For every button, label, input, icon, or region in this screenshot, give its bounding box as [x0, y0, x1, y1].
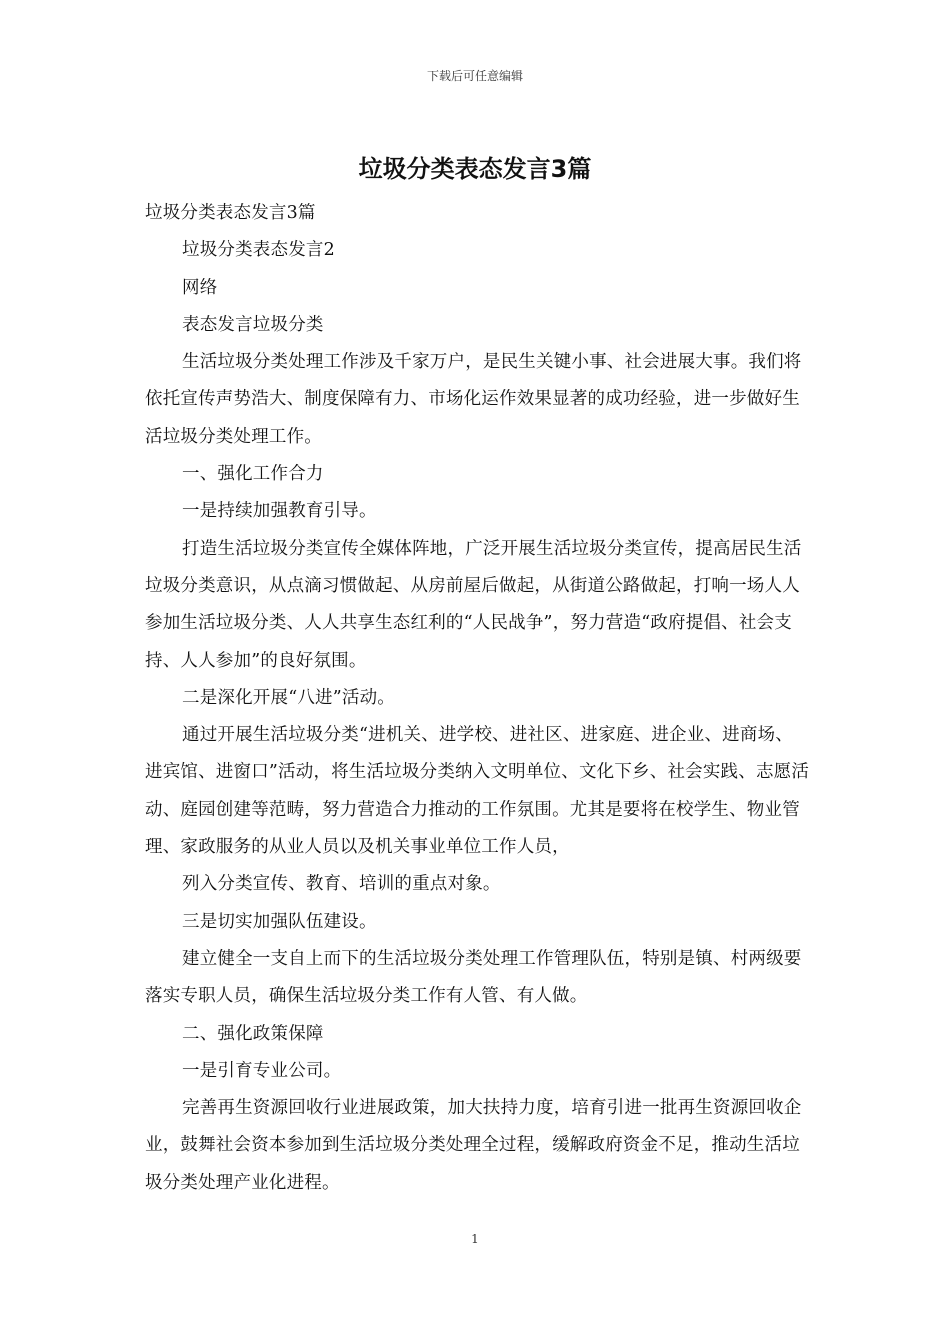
- paragraph: 建立健全一支自上而下的生活垃圾分类处理工作管理队伍，特别是镇、村两级要落实专职人员，确保生活垃圾分类工作有人管、有人做。: [145, 948, 802, 1007]
- paragraph: 打造生活垃圾分类宣传全媒体阵地，广泛开展生活垃圾分类宣传，提高居民生活垃圾分类意识，从点滴习惯做起、从房前屋后做起，从街道公路做起，打响一场人人参加生活垃圾分类、人人共享生态红利的“人民战争”，努力营造“政府提倡、社会支持、人人参加”的良好氛围。: [145, 538, 802, 671]
- document-body: [145, 195, 810, 1202]
- section-heading: 一、强化工作合力: [182, 464, 324, 485]
- section-heading: 二、强化政策保障: [182, 1023, 324, 1044]
- paragraph: 生活垃圾分类处理工作涉及千家万户，是民生关键小事、社会进展大事。我们将依托宣传声势浩大、制度保障有力、市场化运作效果显著的成功经验，进一步做好生活垃圾分类处理工作。: [145, 352, 802, 447]
- page-number: 1: [471, 1232, 479, 1246]
- paragraph: 完善再生资源回收行业进展政策，加大扶持力度，培育引进一批再生资源回收企业，鼓舞社会资本参加到生活垃圾分类处理全过程，缓解政府资金不足，推动生活垃圾分类处理产业化进程。: [145, 1098, 802, 1193]
- paragraph: 列入分类宣传、教育、培训的重点对象。: [182, 874, 501, 895]
- subsection-heading: 一是引育专业公司。: [182, 1060, 342, 1081]
- subsection-heading: 三是切实加强队伍建设。: [182, 911, 377, 932]
- paragraph: 网络: [182, 277, 218, 298]
- document-title: 垃圾分类表态发言3篇: [358, 155, 592, 183]
- paragraph: 垃圾分类表态发言2: [182, 240, 335, 261]
- paragraph-subtitle: 垃圾分类表态发言3篇: [145, 203, 316, 223]
- header-note: 下载后可任意编辑: [426, 69, 523, 83]
- subsection-heading: 二是深化开展“八进”活动。: [182, 687, 395, 708]
- paragraph: 通过开展生活垃圾分类“进机关、进学校、进社区、进家庭、进企业、进商场、进宾馆、进窗口”活动，将生活垃圾分类纳入文明单位、文化下乡、社会实践、志愿活动、庭园创建等范畴，努力营造合力推动的工作氛围。尤其是要将在校学生、物业管理、家政服务的从业人员以及机关事业单位工作人员，: [145, 725, 810, 858]
- paragraph: 表态发言垃圾分类: [182, 314, 324, 335]
- subsection-heading: 一是持续加强教育引导。: [182, 501, 377, 522]
